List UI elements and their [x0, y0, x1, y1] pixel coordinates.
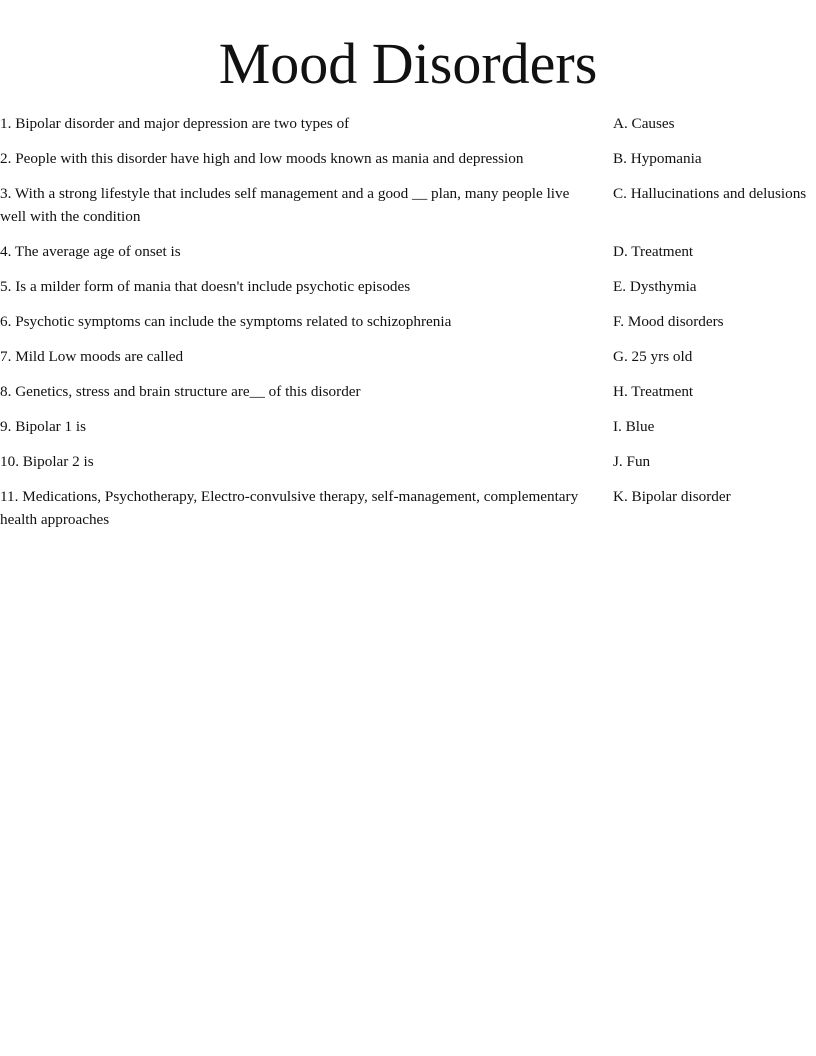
answer-h: H. Treatment: [613, 383, 694, 400]
matching-row-5: [0, 275, 816, 298]
matching-row-4: [0, 240, 816, 263]
matching-row-9: [0, 415, 816, 438]
question-6: 6. Psychotic symptoms can include the symptoms related to schizophrenia: [0, 313, 452, 330]
answer-d: D. Treatment: [613, 243, 694, 260]
question-10: 10. Bipolar 2 is: [0, 453, 94, 470]
answer-j: J. Fun: [613, 453, 651, 470]
matching-row-10: [0, 450, 816, 473]
question-4: 4. The average age of onset is: [0, 243, 181, 260]
page-title: Mood Disorders: [218, 31, 598, 96]
answer-b: B. Hypomania: [613, 150, 702, 167]
answer-i: I. Blue: [613, 418, 655, 435]
question-11: 11. Medications, Psychotherapy, Electro-convulsive therapy, self-management, complementary health approaches: [0, 488, 579, 528]
matching-row-8: [0, 380, 816, 403]
matching-row-7: [0, 345, 816, 368]
answer-e: E. Dysthymia: [613, 278, 697, 295]
question-1: 1. Bipolar disorder and major depression are two types of: [0, 115, 350, 132]
matching-row-11: [0, 485, 816, 531]
question-9: 9. Bipolar 1 is: [0, 418, 87, 435]
answer-k: K. Bipolar disorder: [613, 488, 731, 505]
answer-a: A. Causes: [613, 115, 675, 132]
matching-row-6: [0, 310, 816, 333]
question-8: 8. Genetics, stress and brain structure are__ of this disorder: [0, 383, 361, 400]
matching-row-2: [0, 147, 816, 170]
question-2: 2. People with this disorder have high and low moods known as mania and depression: [0, 150, 524, 167]
question-5: 5. Is a milder form of mania that doesn't include psychotic episodes: [0, 278, 411, 295]
answer-c: C. Hallucinations and delusions: [613, 185, 807, 202]
question-7: 7. Mild Low moods are called: [0, 348, 184, 365]
answer-f: F. Mood disorders: [613, 313, 724, 330]
matching-list: [0, 112, 816, 543]
matching-row-3: [0, 182, 816, 228]
matching-row-1: [0, 112, 816, 135]
question-3: 3. With a strong lifestyle that includes self management and a good __ plan, many people live well with the condition: [0, 185, 570, 225]
answer-g: G. 25 yrs old: [613, 348, 693, 365]
